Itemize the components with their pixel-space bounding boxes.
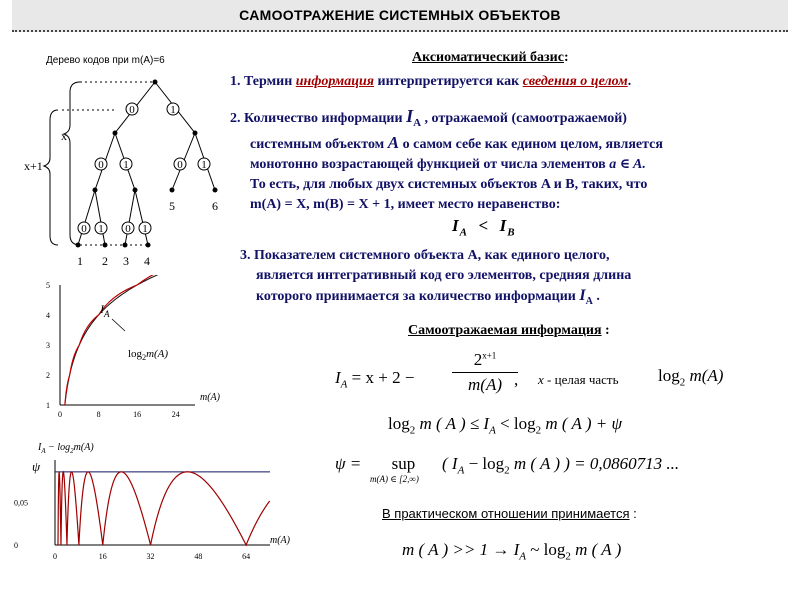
formula-note: x - целая часть: [538, 372, 619, 387]
leaf-label: 6: [212, 199, 218, 213]
inequality: $I_A < I_B$: [452, 216, 516, 239]
chart1-xtick: 8: [96, 410, 101, 419]
axiom-heading: Аксиоматический базис:: [412, 50, 569, 65]
tree-node: [103, 243, 108, 248]
bit-label: 0: [81, 223, 87, 235]
self-info-heading: Самоотражаемая информация :: [408, 323, 610, 338]
tree-node: [193, 131, 198, 136]
bit-label: 1: [142, 223, 148, 235]
chart1-xtick: 24: [171, 410, 180, 419]
chart1-ia-label: $I_A$: [100, 302, 110, 319]
tree-node: [133, 188, 138, 193]
chart2-xtick: 32: [146, 552, 155, 561]
formula-psi: ψ =: [335, 454, 362, 473]
chart2-xaxis-label: m(A): [270, 535, 290, 546]
chart2-ytick: 0: [14, 541, 18, 550]
axiom-3: 3. Показателем системного объекта A, как единого целого, является интегративный код его элементов, средняя длина которого принимается за количество информации $I_A$ .: [240, 248, 632, 307]
chart2-psi-label: ψ: [32, 459, 41, 474]
tree-node: [113, 131, 118, 136]
tree-title: Дерево кодов при m(A)=6: [46, 55, 165, 66]
chart2-xtick: 0: [53, 552, 57, 561]
bit-label: 0: [177, 159, 183, 171]
tree-node: [93, 188, 98, 193]
page-title: САМООТРАЖЕНИЕ СИСТЕМНЫХ ОБЪЕКТОВ: [239, 7, 561, 23]
axiom-2: 2. Количество информации $I_A$ , отражаемой (самоотражаемой) системным объектом A о самом себе как едином целом, является монотонно возрастающей функцией от числа элементов a ∈ A. То есть, для любых двух системных объектов A и B, таких, что m(A) = X, m(B) = X + 1, имеет место неравенство:: [230, 106, 663, 212]
tree-node: [170, 188, 175, 193]
chart1-xtick: 0: [58, 410, 62, 419]
tree-node: [146, 243, 151, 248]
chart1-xtick: 16: [133, 410, 142, 419]
formula-psi-value: ( $I_A - \log_2 m$ ( A ) ) = 0,0860713 ...: [442, 454, 680, 477]
bit-label: 1: [98, 223, 104, 235]
chart1-ytick: 5: [46, 281, 50, 290]
x1-label: x+1: [24, 159, 43, 173]
chart1-ytick: 2: [46, 371, 50, 380]
chart2-ylabel: $I_A - \log_2m(A)$: [38, 442, 94, 455]
formula-bounds: $\log_2 m$ ( A ) ≤ $I_A < \log_2 m$ ( A ) + ψ: [388, 414, 623, 437]
bit-label: 1: [170, 104, 176, 116]
formula-comma: ,: [514, 370, 519, 389]
formula-log: $\log_2 m(A)$: [658, 366, 724, 389]
axiom-1: 1. Термин информация интерпретируется как сведения о целом.: [230, 74, 632, 89]
formula-ia: $I_A = x + 2$ −: [335, 368, 415, 391]
bit-label: 0: [125, 223, 131, 235]
chart1-ytick: 3: [46, 341, 50, 350]
x-label: x: [61, 129, 67, 143]
chart1-series-log: [65, 275, 195, 405]
chart2-ytick: 0,05: [14, 498, 28, 508]
chart1-ia-pointer: [112, 319, 125, 331]
chart-ia-log: [0, 275, 240, 425]
formula-practice: m ( A ) >> $1 \to I_A$ ~ $\log_2 m$ ( A ): [402, 540, 622, 563]
formula-fraction: $2^{x+1}$ m(A): [452, 350, 518, 395]
tree-node: [76, 243, 81, 248]
leaf-label: 1: [77, 254, 83, 268]
chart2-series-diff: [58, 472, 270, 545]
tree-node: [123, 243, 128, 248]
chart-difference: [0, 435, 310, 565]
chart2-xtick: 48: [194, 552, 203, 561]
tree-node: [213, 188, 218, 193]
bit-label: 0: [129, 104, 135, 116]
chart2-xtick: 16: [98, 552, 107, 561]
leaf-label: 3: [123, 254, 129, 268]
chart1-log-label: $\log_2m(A)$: [128, 348, 169, 362]
chart1-xaxis-label: m(A): [200, 392, 220, 403]
bracket-x: [64, 82, 80, 245]
chart2-xtick: 64: [242, 552, 251, 561]
bit-label: 1: [201, 159, 207, 171]
chart1-ytick: 1: [46, 401, 50, 410]
chart1-series-ia: [65, 275, 195, 405]
code-tree: [0, 0, 240, 270]
practice-heading: В практическом отношении принимается :: [382, 506, 637, 521]
formula-sup: sup m(A) ∈ [2,∞): [370, 454, 419, 484]
leaf-label: 2: [102, 254, 108, 268]
chart1-ytick: 4: [46, 311, 50, 320]
leaf-label: 4: [144, 254, 150, 268]
bracket-x1: [44, 110, 58, 245]
tree-node: [153, 80, 158, 85]
bit-label: 1: [123, 159, 129, 171]
bit-label: 0: [98, 159, 104, 171]
leaf-label: 5: [169, 199, 175, 213]
